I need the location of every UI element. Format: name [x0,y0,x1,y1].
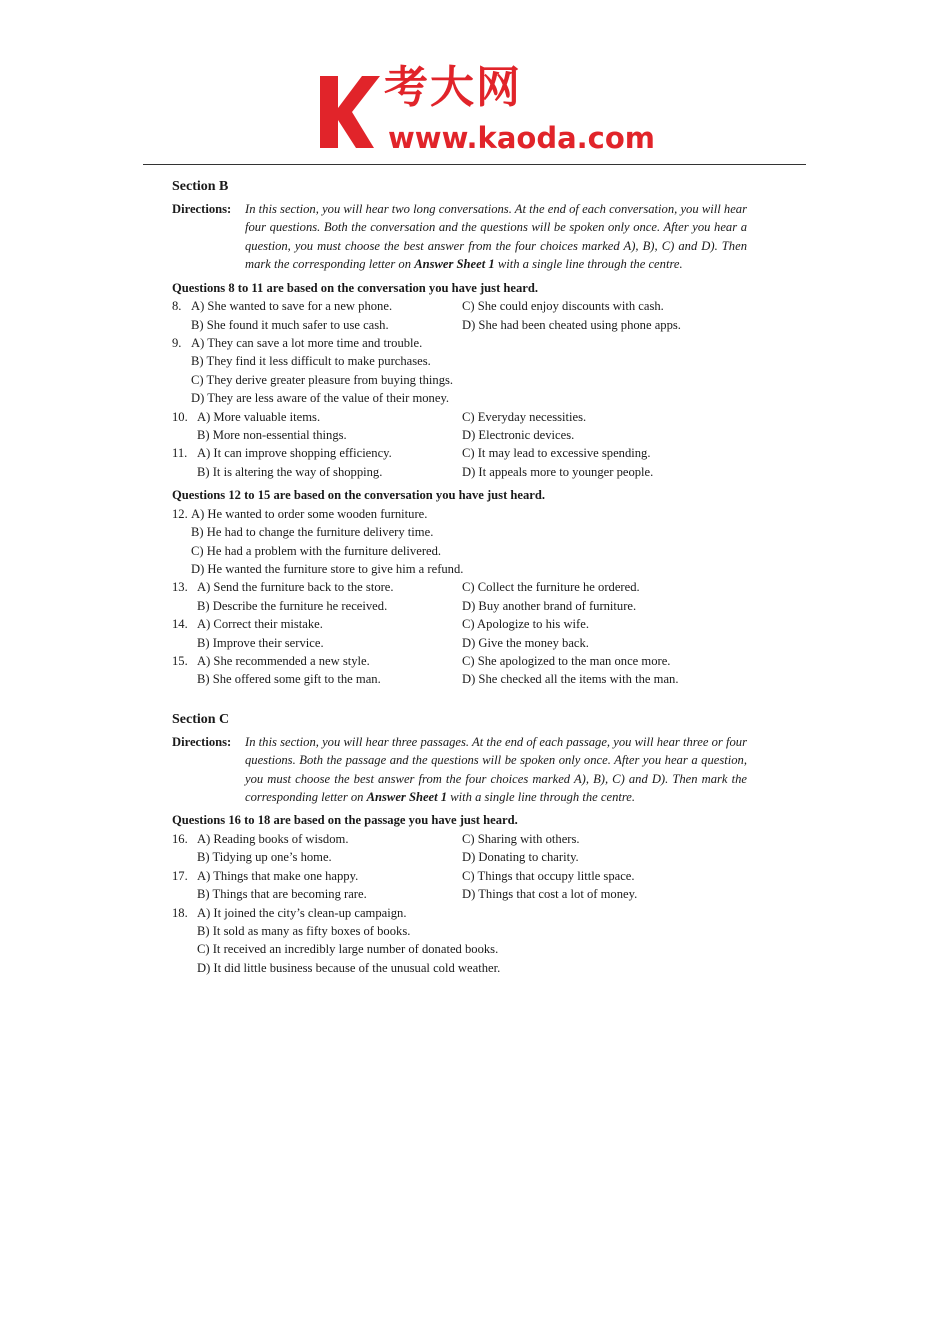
option-b: B) Tidying up one’s home. [197,850,332,865]
question-18-option-d [172,959,747,977]
option-d: D) She had been cheated using phone apps. [462,317,681,332]
question-13-row-2 [172,597,747,615]
option-a: A) She wanted to save for a new phone. [191,299,393,314]
question-number: 10. [172,409,188,424]
k-logo-icon [316,70,382,150]
option-b: B) She offered some gift to the man. [197,672,381,687]
question-17-row-1 [172,867,747,885]
question-15-row-2 [172,670,747,688]
question-number: 11. [172,446,188,461]
question-12-option-d [172,560,747,578]
directions-text-part: In this section, you will hear two long conversations. At the end of each conversation, you will hear four questions. Both the conversation and the questions will be spoken only once. After you hear a question, you must choose the best answer from the four choices marked A), B), C) and D). Then mark the corresponding letter on [245,202,747,272]
option-d: D) It appeals more to younger people. [462,464,654,479]
option-a: A) They can save a lot more time and trouble. [191,335,423,350]
option-c: C) It may lead to excessive spending. [462,446,651,461]
section-c-title: Section C [172,711,230,727]
question-number: 18. [172,905,188,920]
option-a: A) Correct their mistake. [197,617,323,632]
number-spacer [172,352,191,370]
option-b: B) Describe the furniture he received. [197,598,388,613]
number-spacer [172,371,191,389]
option-d: D) She checked all the items with the man. [462,672,679,687]
question-14-row-2 [172,634,747,652]
number-spacer [172,634,197,652]
question-11-row-2 [172,463,747,481]
question-14-row-1 [172,615,747,633]
question-number: 8. [172,299,182,314]
number-spacer [172,463,197,481]
option-c: C) Sharing with others. [462,831,580,846]
logo-chinese-text: 考大网 [384,62,522,113]
question-18-option-b [172,922,747,940]
question-number: 14. [172,617,188,632]
question-group-heading: Questions 12 to 15 are based on the conversation you have just heard. [172,488,546,503]
option-b: B) More non-essential things. [197,427,347,442]
answer-sheet-ref: Answer Sheet 1 [414,257,495,272]
option-d: D) Buy another brand of furniture. [462,598,637,613]
option-d: D) He wanted the furniture store to give him a refund. [191,561,464,576]
option-a: A) Things that make one happy. [197,868,359,883]
option-d: D) Things that cost a lot of money. [462,887,638,902]
question-10-row-2 [172,426,747,444]
question-number: 9. [172,335,182,350]
option-a: A) It joined the city’s clean-up campaign. [197,905,407,920]
option-d: D) Electronic devices. [462,427,575,442]
option-c: C) Apologize to his wife. [462,617,589,632]
number-spacer [172,922,197,940]
section-spacer [172,689,747,711]
directions-label: Directions: [172,734,232,749]
option-a: A) He wanted to order some wooden furniture. [191,506,428,521]
question-number: 15. [172,653,188,668]
question-12-option-c [172,542,747,560]
option-c: C) She could enjoy discounts with cash. [462,299,664,314]
option-a: A) Reading books of wisdom. [197,831,349,846]
kaoda-logo [316,62,655,162]
question-15-row-1 [172,652,747,670]
number-spacer [172,560,191,578]
number-spacer [172,316,191,334]
option-b: B) Things that are becoming rare. [197,887,367,902]
number-spacer [172,848,197,866]
option-b: B) He had to change the furniture delivery time. [191,525,434,540]
option-d: D) Give the money back. [462,635,589,650]
option-b: B) It sold as many as fifty boxes of books. [197,923,411,938]
number-spacer [172,940,197,958]
option-b: B) They find it less difficult to make purchases. [191,354,431,369]
option-d: D) It did little business because of the unusual cold weather. [197,960,501,975]
option-c: C) Things that occupy little space. [462,868,635,883]
directions-text-part: with a single line through the centre. [447,789,636,804]
section-b-title: Section B [172,179,229,194]
header-divider [143,164,806,165]
directions-text-part: In this section, you will hear three passages. At the end of each passage, you will hear three or four questions. Both the passage and the questions will be spoken only once. After you hear a question, you must choose the best answer from the four choices marked A), B), C) and D). Then mark the corresponding letter on [245,734,747,804]
logo-url-text: www.kaoda.com [388,121,655,155]
question-number: 13. [172,580,188,595]
question-12-option-a [172,505,747,523]
option-a: A) She recommended a new style. [197,653,370,668]
directions-text [245,200,747,274]
option-b: B) Improve their service. [197,635,324,650]
question-17-row-2 [172,885,747,903]
question-12-option-b [172,523,747,541]
option-c: C) She apologized to the man once more. [462,653,671,668]
question-group-heading: Questions 16 to 18 are based on the passage you have just heard. [172,813,518,828]
option-a: A) It can improve shopping efficiency. [197,446,392,461]
question-8-row-2 [172,316,747,334]
option-d: D) Donating to charity. [462,850,579,865]
question-number: 12. [172,506,188,521]
number-spacer [172,670,197,688]
directions-label: Directions: [172,202,232,216]
option-c: C) Everyday necessities. [462,409,587,424]
question-13-row-1 [172,578,747,596]
question-group-heading: Questions 8 to 11 are based on the conversation you have just heard. [172,280,539,295]
option-a: A) More valuable items. [197,409,321,424]
question-9-option-c [172,371,747,389]
option-a: A) Send the furniture back to the store. [197,580,394,595]
question-9-option-d [172,389,747,407]
question-11-row-1 [172,444,747,462]
option-c: C) It received an incredibly large number of donated books. [197,942,499,957]
section-b-directions [172,200,747,274]
exam-content [172,178,747,977]
question-8-row-1 [172,297,747,315]
option-b: B) She found it much safer to use cash. [191,317,389,332]
number-spacer [172,597,197,615]
question-16-row-1 [172,830,747,848]
section-c-directions [172,733,747,807]
number-spacer [172,426,197,444]
option-c: C) They derive greater pleasure from buying things. [191,372,454,387]
number-spacer [172,885,197,903]
option-c: C) Collect the furniture he ordered. [462,580,640,595]
question-number: 17. [172,868,188,883]
option-b: B) It is altering the way of shopping. [197,464,383,479]
directions-text-part: with a single line through the centre. [494,257,683,272]
option-d: D) They are less aware of the value of their money. [191,391,450,406]
question-18-option-a [172,904,747,922]
question-number: 16. [172,831,188,846]
directions-text [245,733,747,807]
number-spacer [172,389,191,407]
question-10-row-1 [172,408,747,426]
number-spacer [172,523,191,541]
question-9-option-a [172,334,747,352]
number-spacer [172,542,191,560]
question-18-option-c [172,940,747,958]
question-16-row-2 [172,848,747,866]
option-c: C) He had a problem with the furniture delivered. [191,543,442,558]
question-9-option-b [172,352,747,370]
answer-sheet-ref: Answer Sheet 1 [366,789,448,804]
number-spacer [172,959,197,977]
